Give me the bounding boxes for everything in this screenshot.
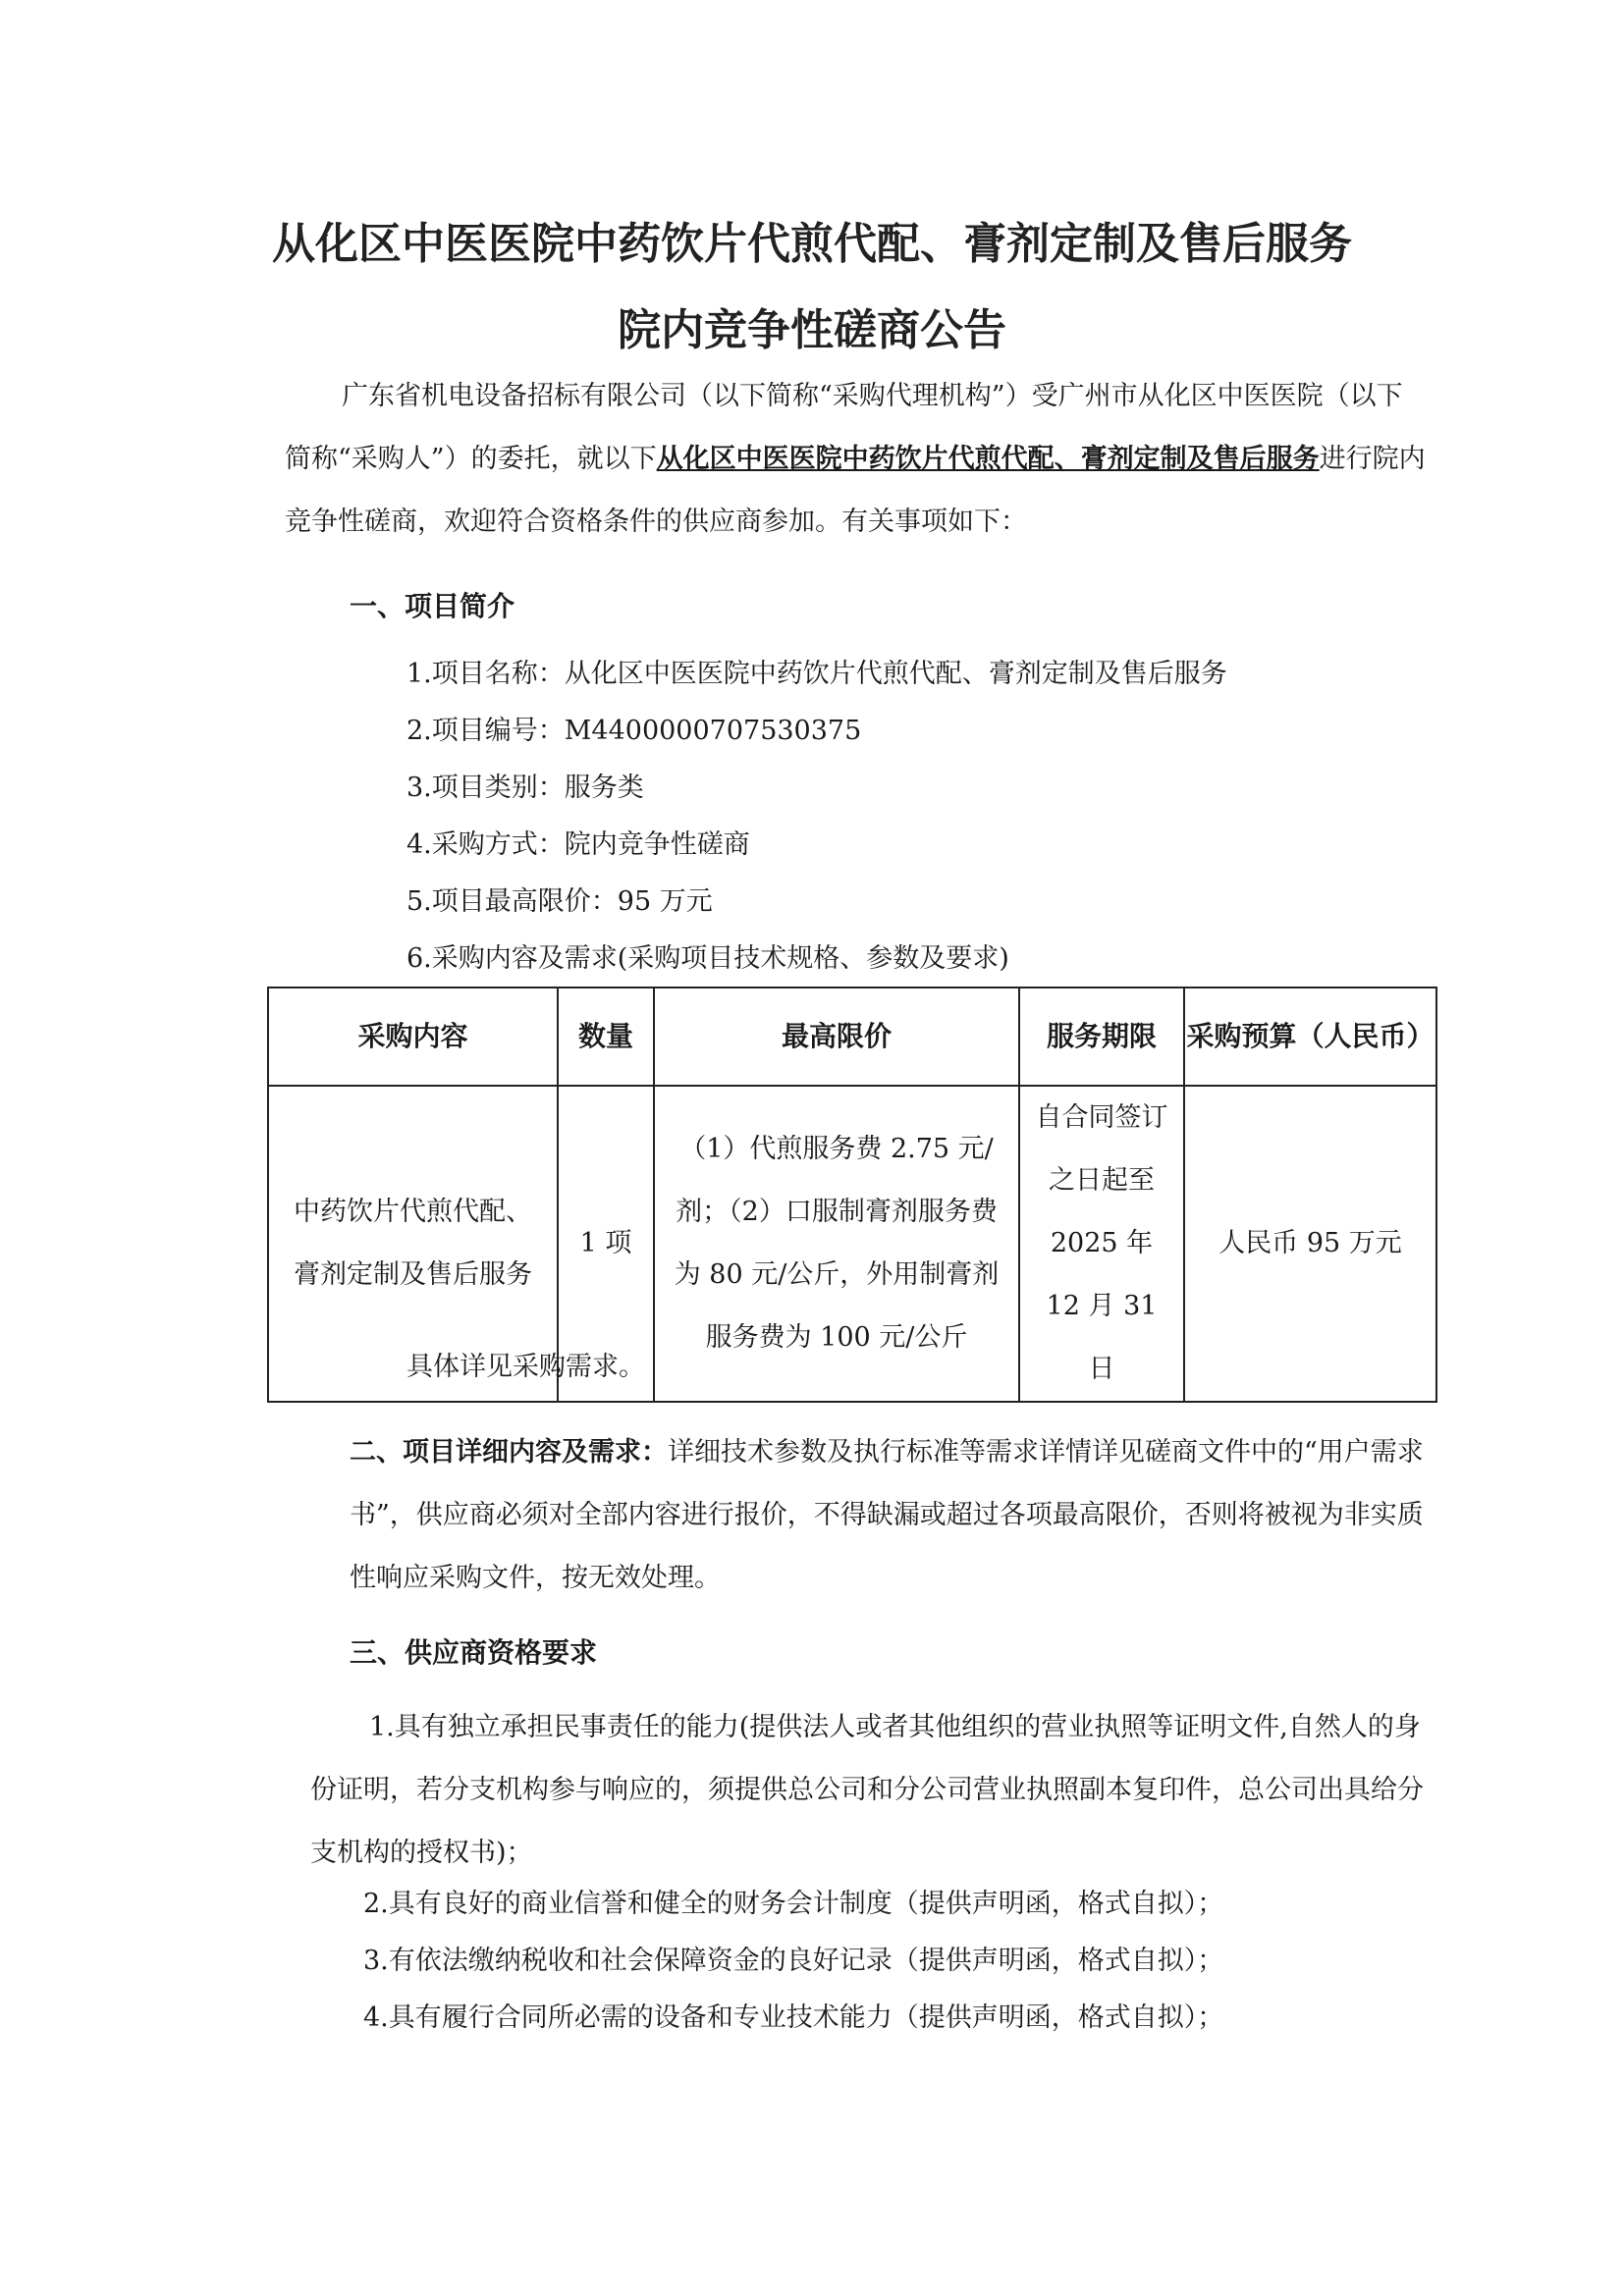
intro-text-part1: 广东省机电设备招标有限公司（以下简称“采购代理机构”）受广州市从化区中医医院（以下简称“采购人”）的委托，就以下: [285, 381, 1403, 474]
intro-paragraph: [285, 365, 1429, 554]
table-cell-quantity: 1 项: [558, 1086, 654, 1402]
section1-item-4: 4.采购方式：院内竞争性磋商: [406, 829, 750, 860]
section1-item-3: 3.项目类别：服务类: [406, 773, 644, 803]
section2-heading: 二、项目详细内容及需求：: [350, 1437, 668, 1468]
section2-paragraph: [350, 1421, 1430, 1610]
table-header-quantity: 数量: [558, 988, 654, 1086]
section3-item-2: 2.具有良好的商业信誉和健全的财务会计制度（提供声明函，格式自拟）；: [363, 1889, 1224, 1919]
section2-text: 详细技术参数及执行标准等需求详情详见磋商文件中的“用户需求书”，供应商必须对全部内容进行报价，不得缺漏或超过各项最高限价，否则将被视为非实质性响应采购文件，按无效处理。: [350, 1437, 1424, 1593]
section3-item-1: 1.具有独立承担民事责任的能力(提供法人或者其他组织的营业执照等证明文件,自然人的身份证明，若分支机构参与响应的，须提供总公司和分公司营业执照副本复印件，总公司出具给分支机构的授权书)；: [310, 1712, 1424, 1868]
table-header-row: [268, 988, 1436, 1086]
table-cell-budget: 人民币 95 万元: [1184, 1086, 1436, 1402]
document-title-line1: 从化区中医医院中药饮片代煎代配、膏剂定制及售后服务: [272, 219, 1352, 269]
table-cell-content: 中药饮片代煎代配、膏剂定制及售后服务: [268, 1086, 558, 1402]
section3-item-3: 3.有依法缴纳税收和社会保障资金的良好记录（提供声明函，格式自拟）；: [363, 1946, 1224, 1976]
table-header-content: 采购内容: [268, 988, 558, 1086]
table-cell-max-price: （1）代煎服务费 2.75 元/剂；（2）口服制膏剂服务费为 80 元/公斤，外用制膏剂服务费为 100 元/公斤: [654, 1086, 1019, 1402]
section3-item-4: 4.具有履行合同所必需的设备和专业技术能力（提供声明函，格式自拟）；: [363, 2002, 1224, 2033]
section1-heading: 一、项目简介: [350, 590, 515, 622]
section1-item-5: 5.项目最高限价：95 万元: [406, 886, 713, 917]
table-header-max-price: 最高限价: [654, 988, 1019, 1086]
section3-heading: 三、供应商资格要求: [350, 1636, 598, 1669]
section1-item-2: 2.项目编号：M4400000707530375: [406, 716, 862, 746]
section1-item-1: 1.项目名称：从化区中医医院中药饮片代煎代配、膏剂定制及售后服务: [406, 659, 1227, 689]
procurement-table: [267, 987, 1437, 1403]
intro-text-part2: 进行院内竞争性磋商，欢迎符合资格条件的供应商参加。有关事项如下：: [285, 444, 1426, 537]
table-cell-service-period: 自合同签订之日起至 2025 年 12 月 31 日: [1019, 1086, 1184, 1402]
section1-item-6: 6.采购内容及需求(采购项目技术规格、参数及要求): [406, 943, 1009, 974]
intro-project-name: 从化区中医医院中药饮片代煎代配、膏剂定制及售后服务: [656, 444, 1320, 474]
document-title-line2: 院内竞争性磋商公告: [618, 305, 1006, 355]
table-note: 具体详见采购需求。: [406, 1352, 645, 1382]
table-header-service-period: 服务期限: [1019, 988, 1184, 1086]
table-header-budget: 采购预算（人民币）: [1184, 988, 1436, 1086]
